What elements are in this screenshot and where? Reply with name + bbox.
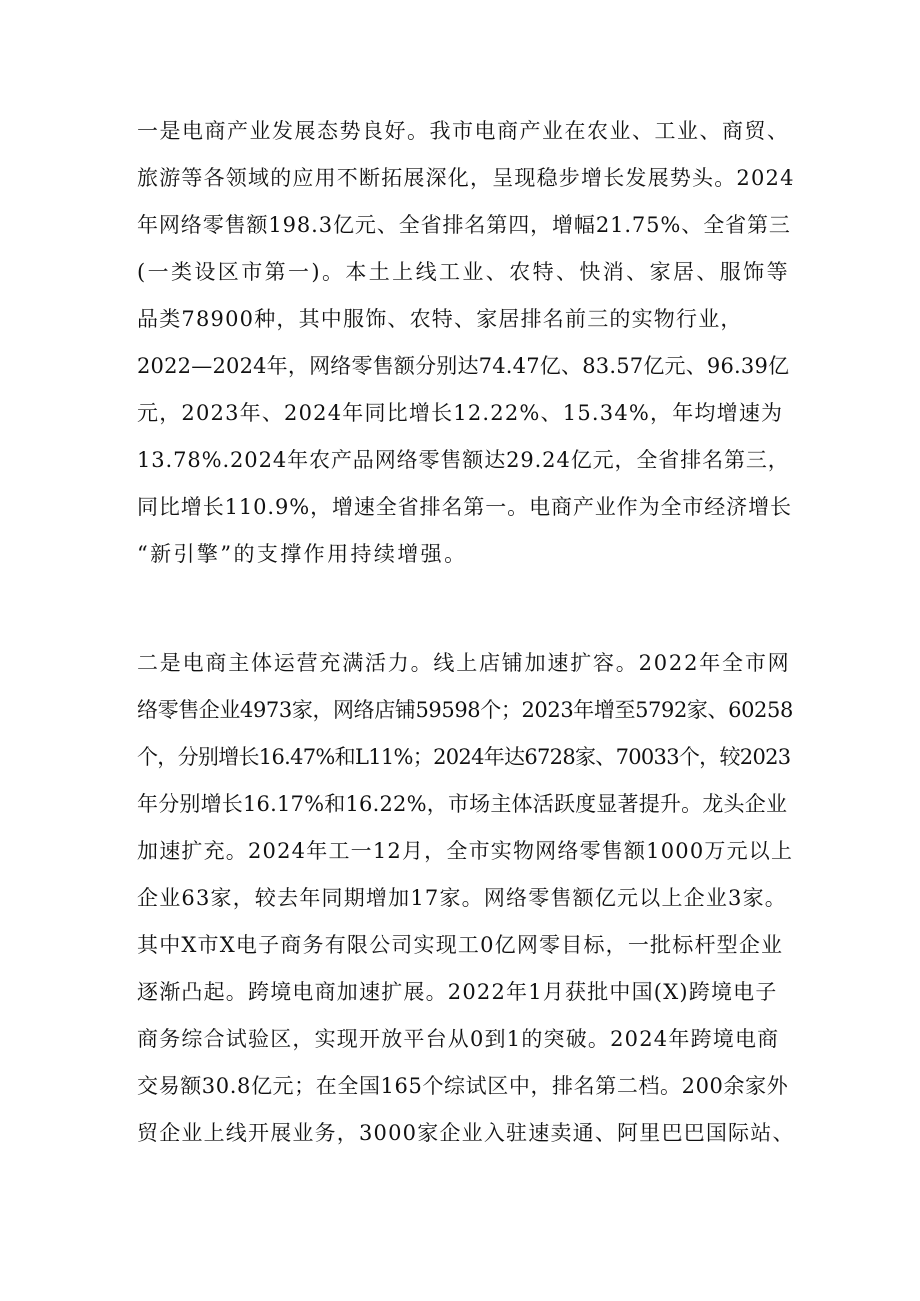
text-line: 逐渐凸起。跨境电商加速扩展。2022年1月获批中国(X)跨境电子 [137, 980, 778, 1004]
text-line: 旅游等各领域的应用不断拓展深化，呈现稳步增长发展势头。2024 [137, 166, 795, 190]
text-line: 商务综合试验区，实现开放平台从0到1的突破。2024年跨境电商 [137, 1027, 780, 1051]
paragraph-ecommerce-industry [137, 108, 797, 578]
text-line: 个，分别增长16.47%和L11%；2024年达6728家、70033个，较2023 [137, 745, 791, 769]
text-line: 交易额30.8亿元；在全国165个综试区中，排名第二档。200余家外 [137, 1074, 789, 1098]
text-line: 品类78900种，其中服饰、农特、家居排名前三的实物行业， [137, 307, 743, 331]
text-line: 企业63家，较去年同期增加17家。网络零售额亿元以上企业3家。 [137, 886, 788, 910]
text-line: 元，2023年、2024年同比增长12.22%、15.34%，年均增速为 [137, 401, 784, 425]
text-line: 其中X市X电子商务有限公司实现工0亿网零目标，一批标杆型企业 [137, 933, 784, 957]
text-line: 络零售企业4973家，网络店铺59598个；2023年增至5792家、60258 [137, 698, 793, 722]
text-line: 13.78%.2024年农产品网络零售额达29.24亿元，全省排名第三， [137, 448, 790, 472]
text-line: 二是电商主体运营充满活力。线上店铺加速扩容。2022年全市网 [137, 651, 791, 675]
text-line: “新引擎”的支撑作用持续增强。 [137, 542, 468, 566]
paragraph-ecommerce-entities [137, 640, 797, 1157]
text-line: 年网络零售额198.3亿元、全省排名第四，增幅21.75%、全省第三 [137, 213, 791, 237]
text-line: 一是电商产业发展态势良好。我市电商产业在农业、工业、商贸、 [137, 119, 790, 143]
text-line: 加速扩充。2024年工一12月，全市实物网络零售额1000万元以上 [137, 839, 794, 863]
text-line: 2022—2024年，网络零售额分别达74.47亿、83.57亿元、96.39亿 [137, 354, 790, 378]
text-line: 同比增长110.9%，增速全省排名第一。电商产业作为全市经济增长 [137, 495, 792, 519]
text-line: 年分别增长16.17%和16.22%，市场主体活跃度显著提升。龙头企业 [137, 792, 788, 816]
text-line: (一类设区市第一)。本土上线工业、农特、快消、家居、服饰等 [137, 260, 790, 284]
text-line: 贸企业上线开展业务，3000家企业入驻速卖通、阿里巴巴国际站、 [137, 1121, 795, 1145]
